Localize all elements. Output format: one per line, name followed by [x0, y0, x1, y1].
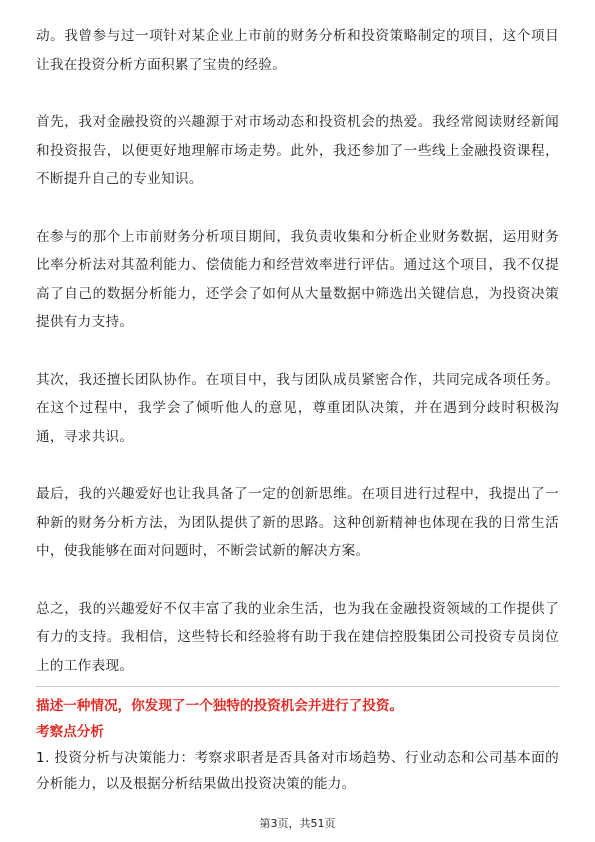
analysis-heading: 考察点分析 [36, 724, 104, 740]
paragraph: 总之，我的兴趣爱好不仅丰富了我的业余生活，也为我在金融投资领域的工作提供了有力的支持。我相信，这些特长和经验将有助于我在建信控股集团公司投资专员岗位上的工作表现。 [36, 600, 559, 674]
section-divider [36, 686, 559, 687]
paragraph: 首先，我对金融投资的兴趣源于对市场动态和投资机会的热爱。我经常阅读财经新闻和投资报告，以便更好地理解市场走势。此外，我还参加了一些线上金融投资课程，不断提升自己的专业知识。 [36, 114, 559, 187]
paragraph: 最后，我的兴趣爱好也让我具备了一定的创新思维。在项目进行过程中，我提出了一种新的财务分析方法，为团队提供了新的思路。这种创新精神也体现在我的日常生活中，使我能够在面对问题时，不断尝试新的解决方案。 [36, 486, 559, 559]
paragraph: 其次，我还擅长团队协作。在项目中，我与团队成员紧密合作，共同完成各项任务。在这个过程中，我学会了倾听他人的意见，尊重团队决策，并在遇到分歧时积极沟通，寻求共识。 [36, 371, 559, 445]
paragraph: 动。我曾参与过一项针对某企业上市前的财务分析和投资策略制定的项目，这个项目让我在投资分析方面积累了宝贵的经验。 [36, 28, 559, 73]
page-footer: 第3页，共51页 [259, 817, 336, 830]
paragraph: 在参与的那个上市前财务分析项目期间，我负责收集和分析企业财务数据，运用财务比率分析法对其盈利能力、偿债能力和经营效率进行评估。通过这个项目，我不仅提高了自己的数据分析能力，还学会了如何从大量数据中筛选出关键信息，为投资决策提供有力支持。 [36, 228, 559, 330]
interview-question: 描述一种情况，你发现了一个独特的投资机会并进行了投资。 [36, 698, 404, 714]
analysis-point: 1. 投资分析与决策能力：考察求职者是否具备对市场趋势、行业动态和公司基本面的分析能力，以及根据分析结果做出投资决策的能力。 [36, 750, 559, 792]
document-page [36, 22, 559, 797]
